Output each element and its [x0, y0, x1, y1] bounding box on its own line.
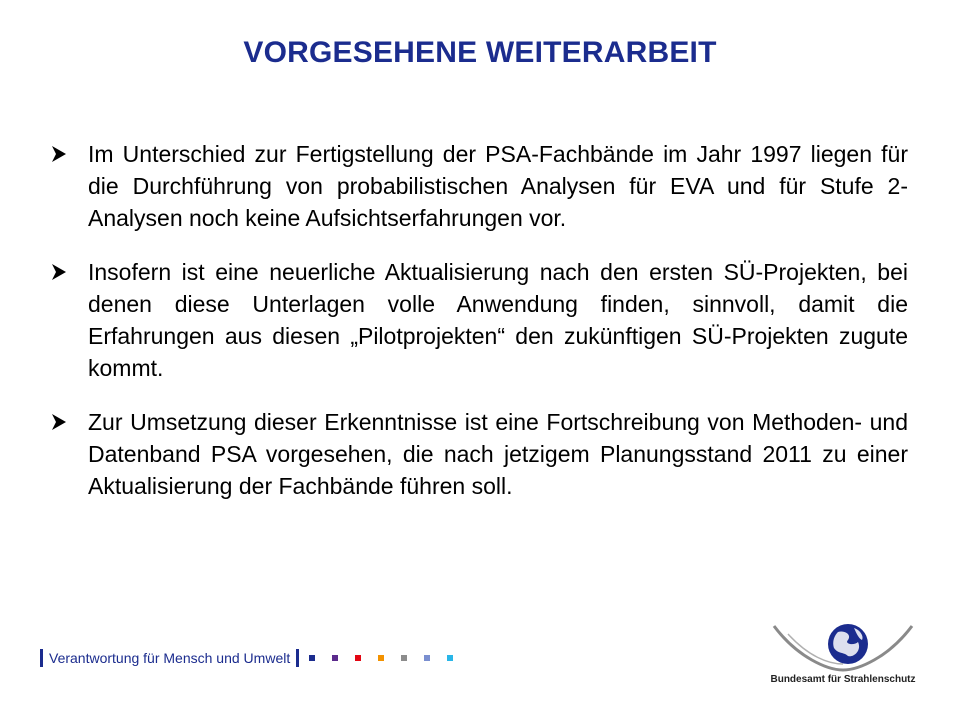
globe-logo-icon: [768, 618, 918, 674]
footer-divider: [296, 649, 299, 667]
slide-title: VORGESEHENE WEITERARBEIT: [243, 36, 717, 69]
bullet-item: [52, 256, 908, 384]
footer: [40, 647, 470, 669]
color-square: [424, 655, 430, 661]
color-square: [401, 655, 407, 661]
bfs-logo: [768, 618, 918, 688]
footer-tagline: Verantwortung für Mensch und Umwelt: [49, 650, 291, 666]
arrow-bullet-icon: [52, 414, 66, 430]
color-square: [447, 655, 453, 661]
bullet-text: Insofern ist eine neuerliche Aktualisierung nach den ersten SÜ-Projekten, bei denen diese Unterlagen volle Anwendung finden, sinnvoll, damit die Erfahrungen aus diesen „Pilotprojekten“ den zukünftigen SÜ-Projekten zugute kommt.: [88, 259, 908, 381]
bullet-item: [52, 406, 908, 502]
bullet-list: [52, 138, 908, 524]
logo-text: Bundesamt für Strahlenschutz: [770, 674, 916, 685]
color-squares: [309, 655, 470, 661]
color-square: [378, 655, 384, 661]
bullet-text: Zur Umsetzung dieser Erkenntnisse ist eine Fortschreibung von Methoden- und Datenband PSA vorgesehen, die nach jetzigem Planungsstand 2011 zu einer Aktualisierung der Fachbände führen soll.: [88, 409, 908, 499]
color-square: [355, 655, 361, 661]
bullet-text: Im Unterschied zur Fertigstellung der PSA-Fachbände im Jahr 1997 liegen für die Durchführung von probabilistischen Analysen für EVA und für Stufe 2-Analysen noch keine Aufsichtserfahrungen vor.: [88, 141, 908, 231]
color-square: [332, 655, 338, 661]
arrow-bullet-icon: [52, 264, 66, 280]
bullet-item: [52, 138, 908, 234]
color-square: [309, 655, 315, 661]
arrow-bullet-icon: [52, 146, 66, 162]
